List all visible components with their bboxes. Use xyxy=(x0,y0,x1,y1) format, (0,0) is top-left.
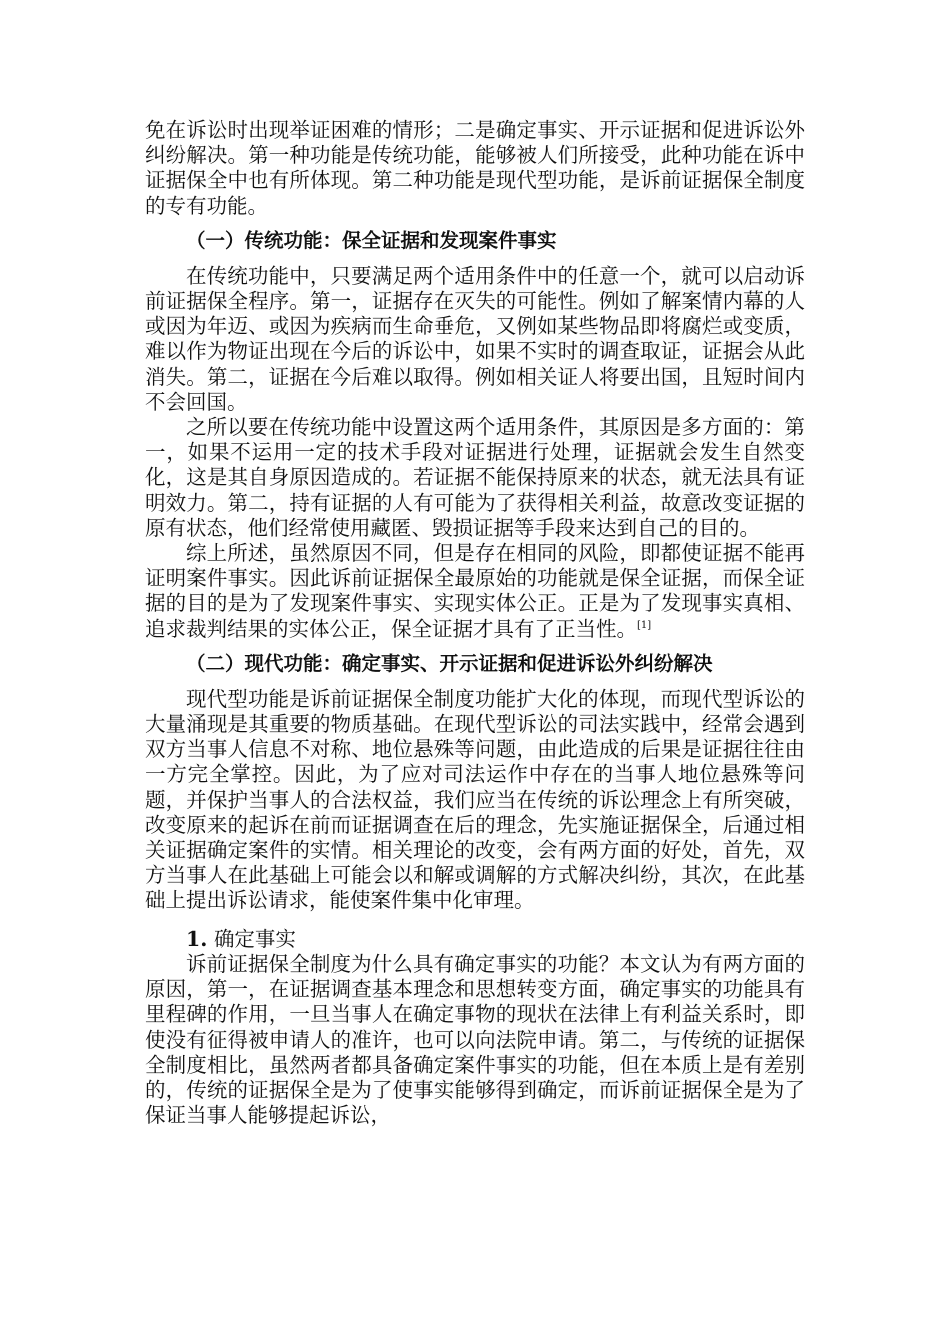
section-heading-traditional-function: （一）传统功能：保全证据和发现案件事实 xyxy=(186,228,557,252)
subsection-number: 1. xyxy=(186,926,208,951)
subsection-title: 确定事实 xyxy=(213,926,296,951)
paragraph-continuation: 免在诉讼时出现举证困难的情形；二是确定事实、开示证据和促进诉讼外纠纷解决。第一种功能是传统功能，能够被人们所接受，此种功能在诉中证据保全中也有所体现。第二种功能是现代型功能，是诉前证据保全制度的专有功能。 xyxy=(145,118,805,218)
section-heading-modern-function: （二）现代功能：确定事实、开示证据和促进诉讼外纠纷解决 xyxy=(186,651,713,675)
paragraph-summary-text: 综上所述，虽然原因不同，但是存在相同的风险，即都使证据不能再证明案件事实。因此诉前证据保全最原始的功能就是保全证据，而保全证据的目的是为了发现案件事实、实现实体公正。正是为了发现事实真相、追求裁判结果的实体公正，保全证据才具有了正当性。 xyxy=(145,541,805,641)
paragraph-determine-facts: 诉前证据保全制度为什么具有确定事实的功能？本文认为有两方面的原因，第一，在证据调查基本理念和思想转变方面，确定事实的功能具有里程碑的作用，一旦当事人在确定事物的现状在法律上有利益关系时，即使没有征得被申请人的准许，也可以向法院申请。第二，与传统的证据保全制度相比，虽然两者都具备确定案件事实的功能，但在本质上是有差别的，传统的证据保全是为了使事实能够得到确定，而诉前证据保全是为了保证当事人能够提起诉讼， xyxy=(145,951,805,1128)
paragraph-traditional-conditions: 在传统功能中，只要满足两个适用条件中的任意一个，就可以启动诉前证据保全程序。第一，证据存在灭失的可能性。例如了解案情内幕的人或因为年迈、或因为疾病而生命垂危，又例如某些物品即将腐烂或变质，难以作为物证出现在今后的诉讼中，如果不实时的调查取证，证据会从此消失。第二，证据在今后难以取得。例如相关证人将要出国，且短时间内不会回国。 xyxy=(145,263,805,414)
document-page xyxy=(145,118,805,1128)
paragraph-summary xyxy=(145,541,805,642)
footnote-reference[interactable]: [1] xyxy=(637,619,652,631)
paragraph-reasons: 之所以要在传统功能中设置这两个适用条件，其原因是多方面的：第一，如果不运用一定的技术手段对证据进行处理，证据就会发生自然变化，这是其自身原因造成的。若证据不能保持原来的状态，就无法具有证明效力。第二，持有证据的人有可能为了获得相关利益，故意改变证据的原有状态，他们经常使用藏匿、毁损证据等手段来达到自己的目的。 xyxy=(145,415,805,540)
subsection-heading-determine-facts xyxy=(145,927,805,952)
paragraph-modern-function: 现代型功能是诉前证据保全制度功能扩大化的体现，而现代型诉讼的大量涌现是其重要的物质基础。在现代型诉讼的司法实践中，经常会遇到双方当事人信息不对称、地位悬殊等问题，由此造成的后果是证据往往由一方完全掌控。因此，为了应对司法运作中存在的当事人地位悬殊等问题，并保护当事人的合法权益，我们应当在传统的诉讼理念上有所突破，改变原来的起诉在前而证据调查在后的理念，先实施证据保全，后通过相关证据确定案件的实情。相关理论的改变，会有两方面的好处，首先，双方当事人在此基础上可能会以和解或调解的方式解决纠纷，其次，在此基础上提出诉讼请求，能使案件集中化审理。 xyxy=(145,686,805,913)
